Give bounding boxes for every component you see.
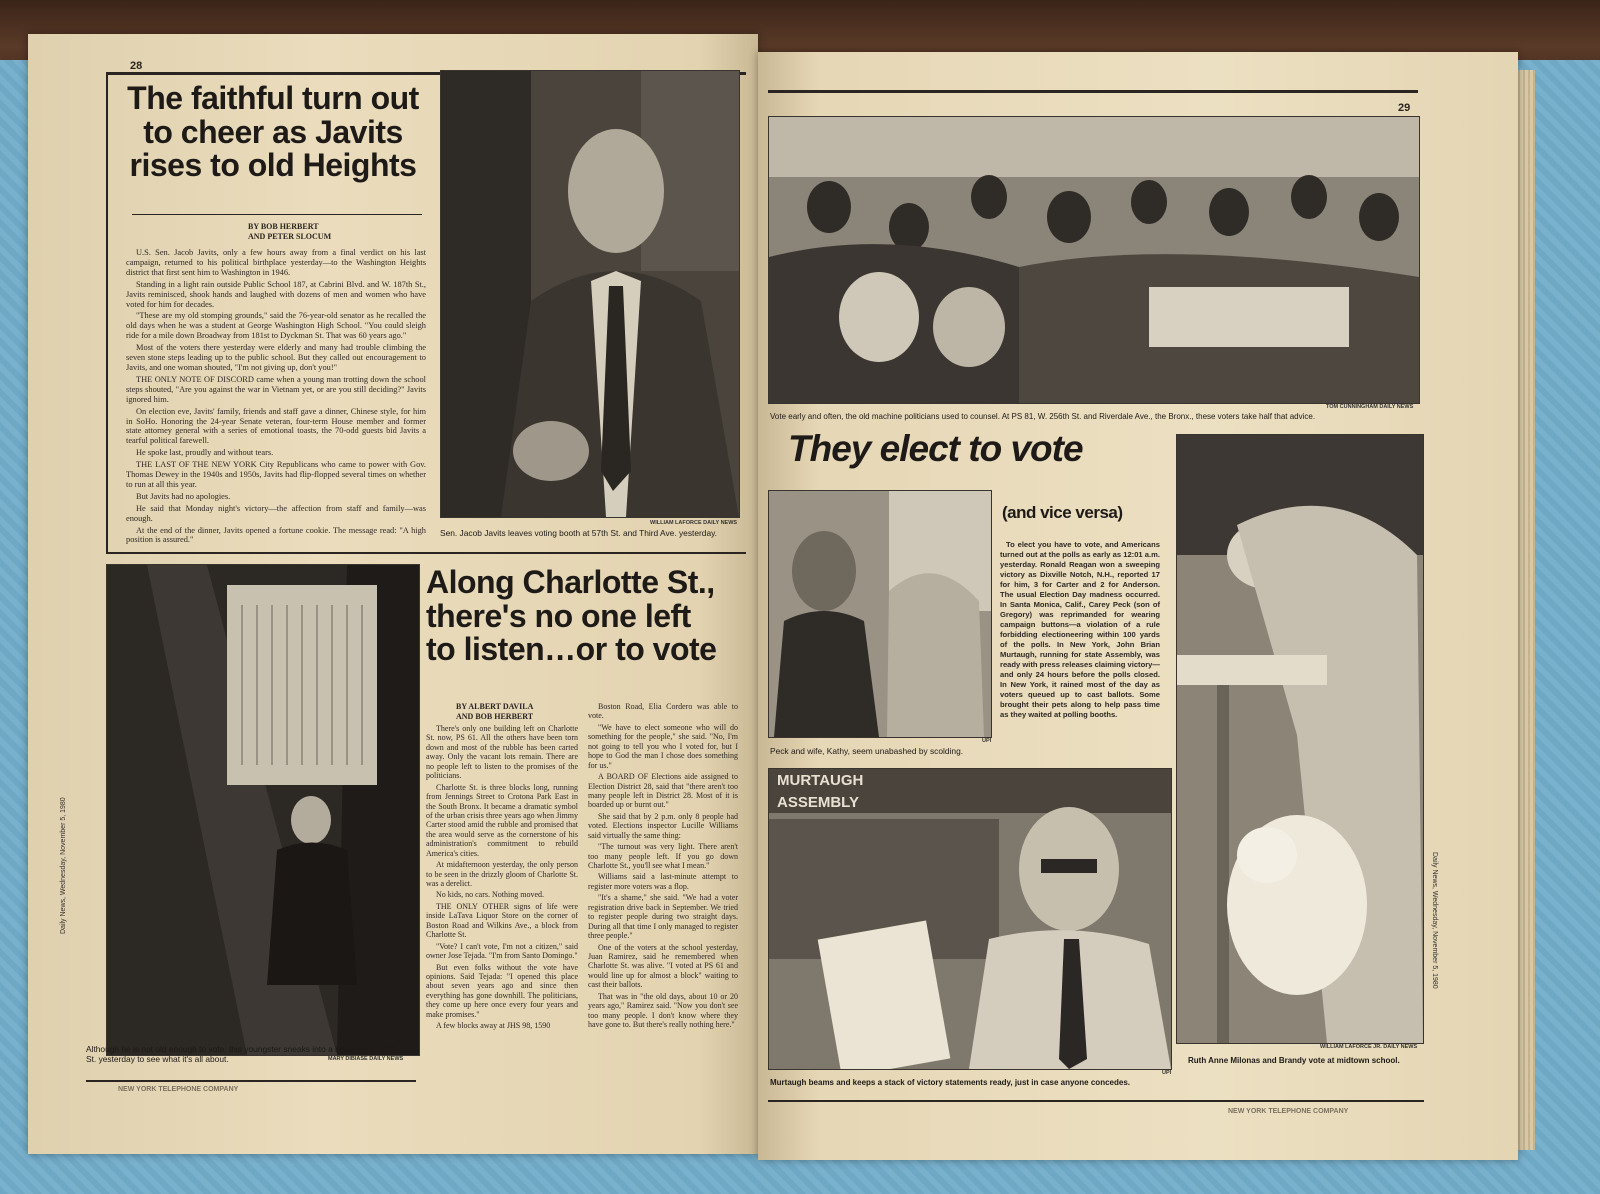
javits-paragraph: Standing in a light rain outside Public School 187, at Cabrini Blvd. and W. 187th St., Javits reminisced, shook hands and laughed with dozens of men and women who have voted for him for decades. bbox=[126, 279, 426, 309]
right-footer-rule bbox=[768, 1100, 1424, 1102]
left-footer-rule bbox=[86, 1080, 416, 1082]
left-footer-text: NEW YORK TELEPHONE COMPANY bbox=[118, 1086, 239, 1093]
charlotte-headline-line-1: Along Charlotte St., bbox=[426, 564, 715, 600]
charlotte-paragraph: "The turnout was very light. There aren't too many people left. If you go down Charlotte St., you'll see what I mean." bbox=[588, 842, 738, 870]
javits-headline bbox=[118, 82, 428, 183]
poster-assembly-text bbox=[777, 794, 859, 811]
charlotte-paragraph: One of the voters at the school yesterday, Juan Ramirez, said he remembered when Charlotte St. was alive. "I voted at PS 61 and would line up for almost a block" waiting to cast their ballots. bbox=[588, 942, 738, 990]
dog-photo-caption: Ruth Anne Milonas and Brandy vote at midtown school. bbox=[1188, 1056, 1400, 1065]
crowd-photo-credit: TOM CUNNINGHAM DAILY NEWS bbox=[1326, 404, 1414, 410]
murtaugh-photo-caption: Murtaugh beams and keeps a stack of victory statements ready, just in case anyone concedes. bbox=[770, 1078, 1130, 1087]
page-number-right: 29 bbox=[1398, 102, 1411, 114]
charlotte-headline-line-3: to listen…or to vote bbox=[426, 631, 717, 668]
poster-word-1: MURTAUGH bbox=[777, 772, 864, 789]
javits-paragraph: THE ONLY NOTE OF DISCORD came when a young man trotting down the school steps shouted, "Are you against the war in Vietnam yet, or are you still deciding?" Javits ignored him. bbox=[126, 374, 426, 404]
javits-byline bbox=[248, 222, 331, 241]
charlotte-headline bbox=[426, 566, 744, 667]
javits-byline-1: BY BOB HERBERT bbox=[248, 222, 319, 231]
javits-article-body bbox=[126, 248, 426, 547]
charlotte-headline-line-2: there's no one left bbox=[426, 597, 691, 634]
charlotte-paragraph: Boston Road, Elia Cordero was able to vote. bbox=[588, 702, 738, 721]
javits-photo-caption: Sen. Jacob Javits leaves voting booth at 57th St. and Third Ave. yesterday. bbox=[440, 528, 718, 538]
polling-crowd-photo bbox=[768, 116, 1420, 404]
javits-paragraph: On election eve, Javits' family, friends and staff gave a dinner, Chinese style, for him in SoHo. Honoring the 24-year Senate veteran, four-term House member and former state attorney general with a series of emotional toasts, the 70-odd guests bid Javits a tearful political farewell. bbox=[126, 406, 426, 446]
charlotte-paragraph: "Vote? I can't vote, I'm not a citizen," said owner Jose Tejada. "I'm from Santo Domingo." bbox=[426, 941, 578, 961]
charlotte-paragraph: She said that by 2 p.m. only 8 people had voted. Elections inspector Lucille Williams said virtually the same thing: bbox=[588, 811, 738, 840]
charlotte-paragraph: But even folks without the vote have opinions. Said Tejada: "I opened this place about seven years ago and since then everything has gone downhill. The politicians, they come up here once every four years and make promises." bbox=[426, 962, 578, 1019]
youngster-photo-caption: Although he is not old enough to vote, this youngster sneaks into a booth on E. 87th St. yesterday to see what it's all about. bbox=[86, 1044, 397, 1065]
right-top-rule bbox=[768, 90, 1418, 93]
charlotte-paragraph: A BOARD OF Elections aide assigned to Election District 28, said that "there aren't too many people left in District 28. Most of it is boarded up or burnt out." bbox=[588, 772, 738, 810]
javits-byline-2: AND PETER SLOCUM bbox=[248, 231, 332, 241]
charlotte-paragraph: Charlotte St. is three blocks long, running from Jennings Street to Crotona Park East in the South Bronx. It became a dramatic symbol of the urban crisis three years ago when Jimmy Carter stood amid the rubble and promised that the area would serve as the cornerstone of his administration's commitment to rebuild America's cities. bbox=[426, 782, 578, 858]
javits-paragraph: U.S. Sen. Jacob Javits, only a few hours away from a final verdict on his last campaign, returned to his political birthplace yesterday—to the Washington Heights district that first sent him to Washington in 1946. bbox=[126, 248, 426, 277]
right-footer-text: NEW YORK TELEPHONE COMPANY bbox=[1228, 1108, 1349, 1115]
youngster-photo-credit: MARY DIBIASE DAILY NEWS bbox=[328, 1056, 404, 1062]
javits-photo bbox=[440, 70, 740, 518]
peck-photo-credit: UPI bbox=[982, 738, 992, 744]
they-elect-paragraph: To elect you have to vote, and Americans turned out at the polls as early as 12:01 a.m. yesterday. Ronald Reagan won a sweeping victory as Dixville Notch, N.H., reported 17 for him, 3 for Carter and 2 for Anderson. The usual Election Day madness occurred. In Santa Monica, Calif., Carey Peck (son of Gregory) was reprimanded for wearing campaign buttons—a violation of a rule forbidding electioneering within 100 yards of the polls. In New York, John Brian Murtaugh, running for state Assembly, was ready with press releases claiming victory—and only 24 hours before the polls closed. In New York, it rained most of the day as voters queued up to cast ballots. Some brought their pets along to help pass time as they waited at polling booths. bbox=[1000, 540, 1160, 720]
charlotte-paragraph: At midafternoon yesterday, the only person to be seen in the drizzly gloom of Charlotte St. was a derelict. bbox=[426, 860, 578, 888]
charlotte-byline-2: AND BOB HERBERT bbox=[456, 711, 534, 721]
javits-paragraph: He spoke last, proudly and without tears. bbox=[136, 448, 274, 458]
peck-photo-caption: Peck and wife, Kathy, seem unabashed by scolding. bbox=[770, 746, 964, 756]
murtaugh-photo bbox=[768, 768, 1172, 1070]
charlotte-column-2 bbox=[588, 702, 738, 1031]
box-left-rule bbox=[106, 72, 108, 552]
javits-paragraph: THE LAST OF THE NEW YORK City Republicans who came to power with Gov. Thomas Dewey in the 1940s and 1950s, Javits had flip-flopped several times on whether to run at all this year. bbox=[126, 460, 426, 489]
poster-murtaugh-text bbox=[777, 772, 863, 789]
left-newspaper-page bbox=[28, 34, 758, 1154]
milonas-and-dog-photo bbox=[1176, 434, 1424, 1044]
page-number-left: 28 bbox=[130, 60, 143, 72]
charlotte-paragraph: "We have to elect someone who will do something for the people," she said. "No, I'm not going to tell you who I voted for, but I hope to God the man I chose does something for us." bbox=[588, 722, 738, 770]
headline-underline bbox=[132, 214, 422, 215]
javits-headline-line-1: The faithful turn out bbox=[127, 80, 419, 116]
right-newspaper-page bbox=[758, 52, 1518, 1160]
charlotte-paragraph: THE ONLY OTHER signs of life were inside LaTava Liquor Store on the corner of Boston Road and Wilkins Ave., a block from Charlotte St. bbox=[426, 901, 578, 940]
murtaugh-photo-credit: UPI bbox=[1162, 1070, 1172, 1076]
youngster-voting-booth-photo bbox=[106, 564, 420, 1056]
charlotte-paragraph: There's only one building left on Charlotte St. now, PS 61. All the others have been torn down and most of the rubble has been carted away. Only the vacant lots remain. There are no people left to listen to the promises of the politicians. bbox=[426, 724, 578, 781]
box-bottom-rule bbox=[106, 552, 746, 554]
javits-headline-line-2: to cheer as Javits bbox=[143, 113, 403, 150]
charlotte-column-1 bbox=[426, 724, 578, 1033]
javits-paragraph: Most of the voters there yesterday were elderly and many had trouble climbing the seven stone steps leading up to the public school. But they called out encouragement to Javits, and one woman shouted, "I'm not giving up, don't you!" bbox=[126, 343, 426, 372]
poster-word-2: ASSEMBLY bbox=[777, 794, 859, 811]
crowd-photo-caption: Vote early and often, the old machine politicians used to counsel. At PS 81, W. 256th St. and Riverdale Ave., the Bronx., these voters take half that advice. bbox=[770, 412, 1316, 421]
charlotte-paragraph: "It's a shame," she said. "We had a voter registration drive back in September. We tried to register people during two straight days. During all that time I only managed to register three people." bbox=[588, 893, 738, 941]
charlotte-paragraph: A few blocks away at JHS 98, 1590 bbox=[436, 1021, 551, 1031]
charlotte-paragraph: That was in "the old days, about 10 or 20 years ago," Ramirez said. "Now you don't see too many people. I don't know where they have gone to. But there's really nothing here." bbox=[588, 991, 738, 1029]
charlotte-byline-1: BY ALBERT DAVILA bbox=[456, 702, 534, 711]
javits-paragraph: At the end of the dinner, Javits opened a fortune cookie. The message read: "A high position is assured." bbox=[126, 525, 426, 545]
left-page-dateline: Daily News, Wednesday, November 5, 1980 bbox=[60, 797, 67, 934]
javits-paragraph: He said that Monday night's victory—the affection from staff and family—was enough. bbox=[126, 503, 426, 523]
charlotte-paragraph: Williams said a last-minute attempt to register more voters was a flop. bbox=[588, 872, 738, 891]
they-elect-story bbox=[1000, 540, 1160, 722]
javits-headline-line-3: rises to old Heights bbox=[129, 147, 417, 184]
dog-photo-credit: WILLIAM LAFORCE JR. DAILY NEWS bbox=[1320, 1044, 1418, 1050]
they-elect-headline: They elect to vote bbox=[788, 428, 1083, 469]
javits-paragraph: But Javits had no apologies. bbox=[136, 491, 231, 501]
javits-photo-credit: WILLIAM LAFORCE DAILY NEWS bbox=[650, 520, 738, 526]
charlotte-paragraph: No kids, no cars. Nothing moved. bbox=[436, 890, 544, 900]
right-page-dateline: Daily News, Wednesday, November 5, 1980 bbox=[1431, 852, 1438, 989]
peck-and-wife-photo bbox=[768, 490, 992, 738]
vice-versa-subhead: (and vice versa) bbox=[1002, 503, 1123, 522]
charlotte-byline bbox=[456, 702, 533, 721]
javits-paragraph: "These are my old stomping grounds," said the 76-year-old senator as he recalled the old days when he was a student at George Washington High School. "You could sleigh ride for a mile down Broadway from 181st to Dyckman St. That was 60 years ago." bbox=[126, 311, 426, 341]
